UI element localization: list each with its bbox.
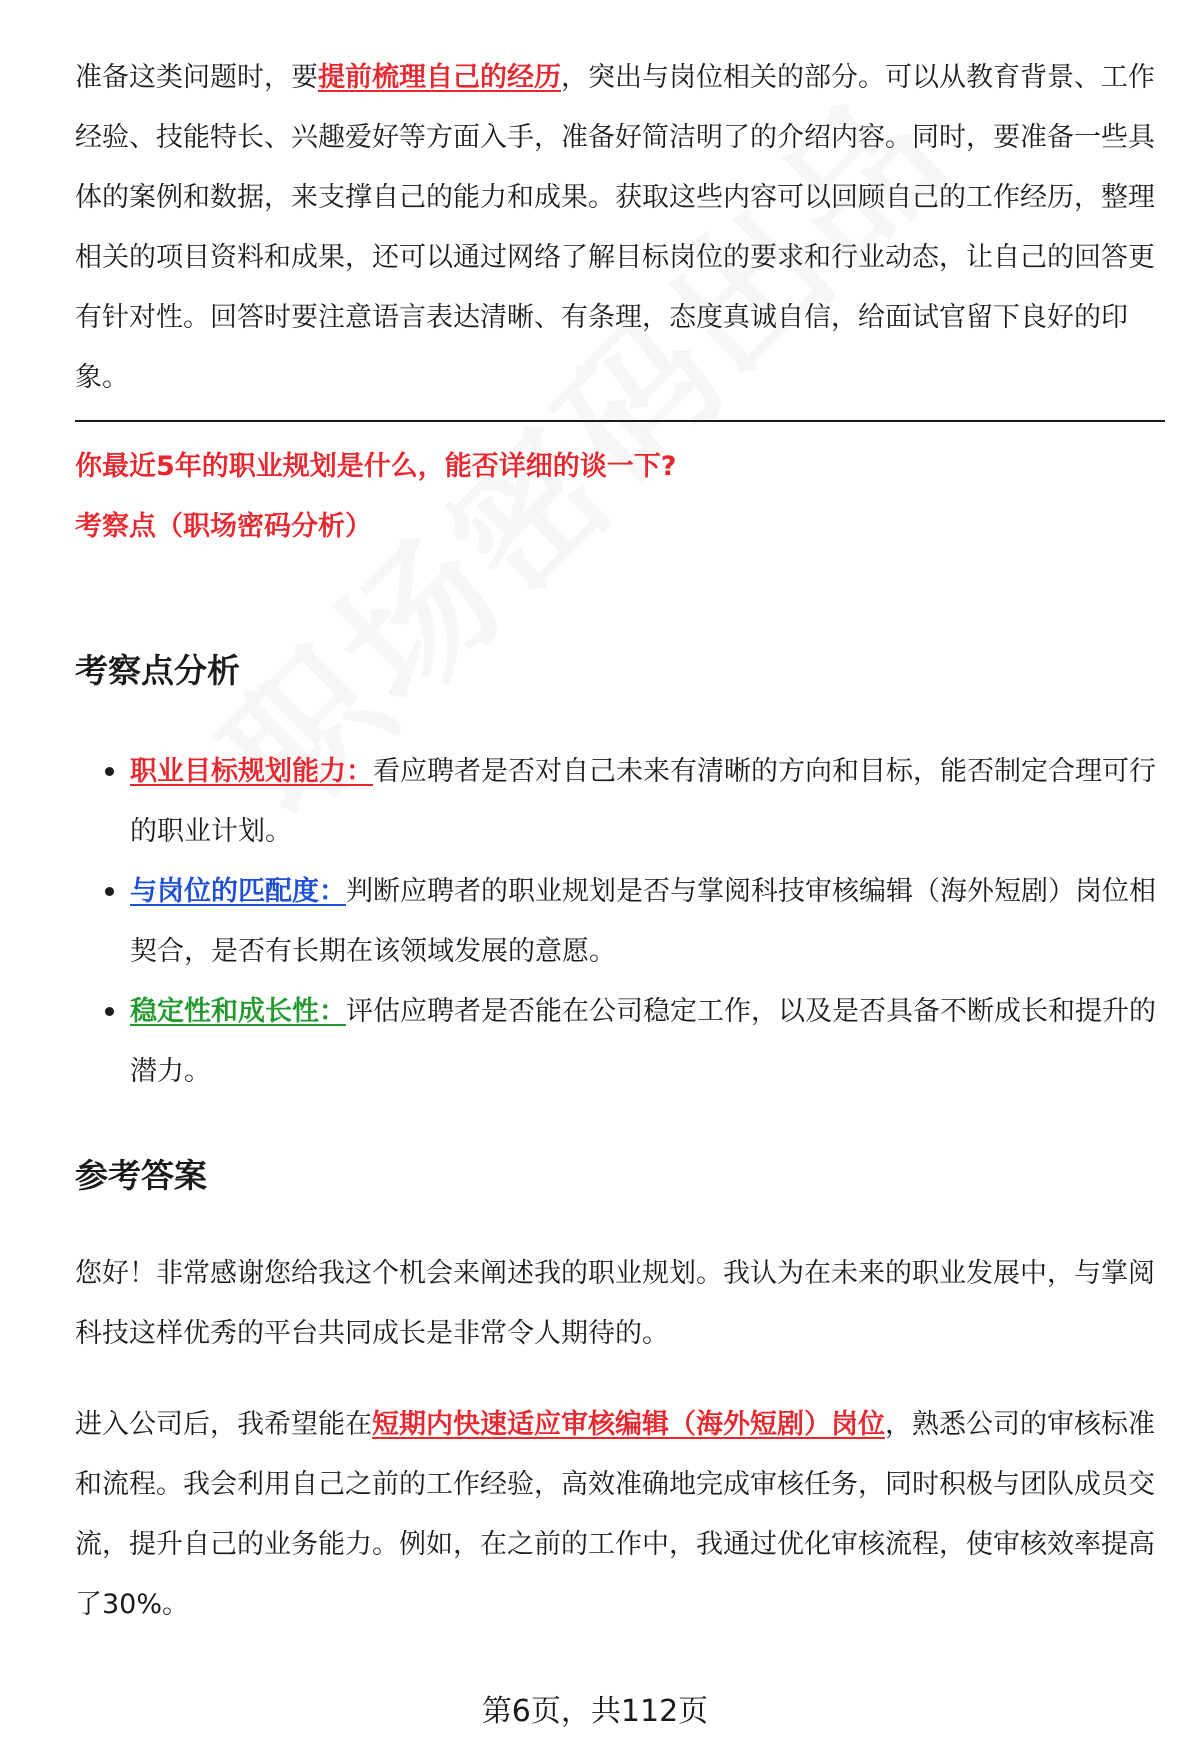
analysis-list	[75, 742, 1160, 1102]
analysis-item-text: 看应聘者是否对自己未来有清晰的方向和目标，能否制定合理可行的职业计划。	[130, 756, 1156, 847]
analysis-item-label: 与岗位的匹配度：	[130, 876, 346, 907]
question-title: 你最近5年的职业规划是什么，能否详细的谈一下?	[75, 451, 677, 482]
intro-text-2: ，突出与岗位相关的部分。可以从教育背景、工作经验、技能特长、兴趣爱好等方面入手，准备好简洁明了的介绍内容。同时，要准备一些具体的案例和数据，来支撑自己的能力和成果。获取这些内容可以回顾自己的工作经历，整理相关的项目资料和成果，还可以通过网络了解目标岗位的要求和行业动态，让自己的回答更有针对性。回答时要注意语言表达清晰、有条理，态度真诚自信，给面试官留下良好的印象。	[75, 62, 1155, 393]
answer-highlight: 短期内快速适应审核编辑（海外短剧）岗位	[372, 1409, 885, 1440]
analysis-item-label: 稳定性和成长性：	[130, 996, 346, 1027]
kaochadian-label: 考察点（职场密码分析）	[75, 511, 372, 542]
analysis-item-label: 职业目标规划能力：	[130, 756, 373, 787]
analysis-item-text: 判断应聘者的职业规划是否与掌阅科技审核编辑（海外短剧）岗位相契合，是否有长期在该领域发展的意愿。	[130, 876, 1156, 967]
bullet-dot	[105, 1007, 114, 1016]
analysis-item	[75, 742, 1160, 862]
answer-text-1: 进入公司后，我希望能在	[75, 1409, 372, 1440]
page-footer: 第6页，共112页	[481, 1694, 709, 1729]
analysis-item	[75, 862, 1160, 982]
intro-text-1: 准备这类问题时，要	[75, 62, 318, 93]
answer-text-2: ，熟悉公司的审核标准和流程。我会利用自己之前的工作经验，高效准确地完成审核任务，同时积极与团队成员交流，提升自己的业务能力。例如，在之前的工作中，我通过优化审核流程，使审核效率提高了30%。	[75, 1409, 1155, 1620]
bullet-dot	[105, 767, 114, 776]
answer-heading: 参考答案	[75, 1156, 207, 1195]
section-divider	[75, 420, 1165, 422]
answer-paragraph-1: 您好！非常感谢您给我这个机会来阐述我的职业规划。我认为在未来的职业发展中，与掌阅科技这样优秀的平台共同成长是非常令人期待的。	[75, 1258, 1155, 1349]
answer-paragraph-2	[75, 1395, 1160, 1635]
analysis-item	[75, 982, 1160, 1102]
analysis-item-text: 评估应聘者是否能在公司稳定工作，以及是否具备不断成长和提升的潜力。	[130, 996, 1156, 1087]
intro-paragraph	[75, 48, 1160, 408]
intro-highlight: 提前梳理自己的经历	[318, 62, 561, 93]
analysis-heading: 考察点分析	[75, 651, 240, 690]
bullet-dot	[105, 887, 114, 896]
